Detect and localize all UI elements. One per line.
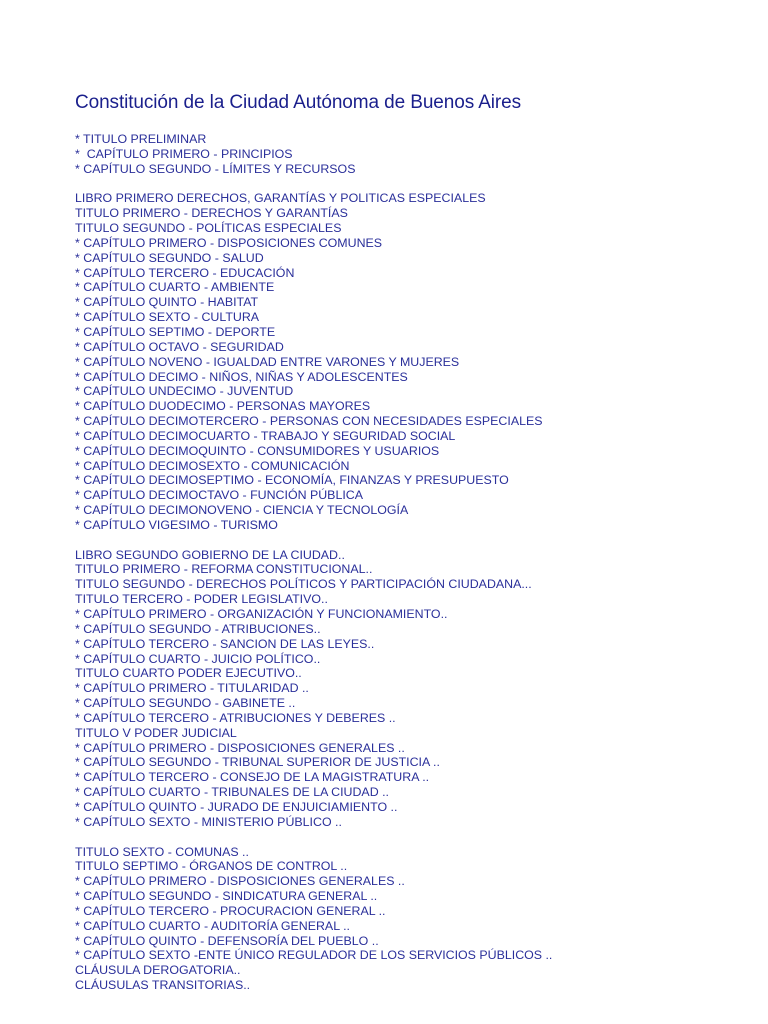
- toc-entry[interactable]: * CAPÍTULO VIGESIMO - TURISMO: [75, 517, 278, 532]
- toc-entry[interactable]: * CAPÍTULO CUARTO - AMBIENTE: [75, 280, 275, 295]
- toc-entry[interactable]: LIBRO SEGUNDO GOBIERNO DE LA CIUDAD..: [75, 547, 345, 562]
- toc-entry[interactable]: CLÁUSULAS TRANSITORIAS..: [75, 978, 251, 993]
- toc-entry[interactable]: * CAPÍTULO TERCERO - ATRIBUCIONES Y DEBERES ..: [75, 710, 396, 725]
- toc-entry[interactable]: * CAPÍTULO UNDECIMO - JUVENTUD: [75, 384, 294, 399]
- toc-entry[interactable]: * CAPÍTULO DECIMONOVENO - CIENCIA Y TECNOLOGÍA: [75, 503, 409, 518]
- toc-entry[interactable]: * CAPÍTULO TERCERO - EDUCACIÓN: [75, 265, 295, 280]
- toc-entry[interactable]: * CAPÍTULO DECIMOTERCERO - PERSONAS CON NECESIDADES ESPECIALES: [75, 414, 543, 429]
- toc-entry[interactable]: CLÁUSULA DEROGATORIA..: [75, 963, 241, 978]
- toc-entry[interactable]: * CAPÍTULO TERCERO - SANCION DE LAS LEYES..: [75, 636, 375, 651]
- toc-entry[interactable]: * CAPÍTULO QUINTO - DEFENSORÍA DEL PUEBLO ..: [75, 933, 379, 948]
- toc-entry[interactable]: TITULO SEXTO - COMUNAS ..: [75, 844, 249, 859]
- toc-entry[interactable]: * CAPÍTULO PRIMERO - DISPOSICIONES GENERALES ..: [75, 740, 405, 755]
- toc-entry[interactable]: * CAPÍTULO TERCERO - CONSEJO DE LA MAGISTRATURA ..: [75, 770, 430, 785]
- toc-entry[interactable]: LIBRO PRIMERO DERECHOS, GARANTÍAS Y POLITICAS ESPECIALES: [75, 191, 486, 206]
- toc-entry[interactable]: * CAPÍTULO SEXTO - MINISTERIO PÚBLICO ..: [75, 814, 342, 829]
- toc-entry[interactable]: * CAPÍTULO SEXTO -ENTE ÚNICO REGULADOR DE LOS SERVICIOS PÚBLICOS ..: [75, 948, 553, 963]
- document-page: [75, 88, 735, 1008]
- toc-entry[interactable]: * CAPÍTULO PRIMERO - DISPOSICIONES COMUNES: [75, 235, 383, 250]
- toc-entry[interactable]: TITULO PRIMERO - DERECHOS Y GARANTÍAS: [75, 206, 348, 221]
- toc-entry[interactable]: * CAPÍTULO PRIMERO - ORGANIZACIÓN Y FUNCIONAMIENTO..: [75, 607, 448, 621]
- toc-entry[interactable]: * CAPÍTULO SEXTO - CULTURA: [75, 310, 260, 325]
- toc-entry[interactable]: * CAPÍTULO QUINTO - HABITAT: [75, 295, 259, 310]
- toc-entry[interactable]: * CAPÍTULO DECIMOSEPTIMO - ECONOMÍA, FINANZAS Y PRESUPUESTO: [75, 473, 509, 488]
- toc-entry[interactable]: * CAPÍTULO SEGUNDO - GABINETE ..: [75, 696, 296, 711]
- toc-entry[interactable]: * CAPÍTULO SEGUNDO - ATRIBUCIONES..: [75, 621, 321, 636]
- toc-entry[interactable]: TITULO V PODER JUDICIAL: [75, 725, 237, 740]
- toc-entry[interactable]: * CAPÍTULO DECIMOCUARTO - TRABAJO Y SEGURIDAD SOCIAL: [75, 428, 456, 443]
- toc-entry[interactable]: * CAPÍTULO CUARTO - JUICIO POLÍTICO..: [75, 651, 321, 666]
- toc-section: [75, 845, 735, 993]
- toc-entry[interactable]: * CAPÍTULO DECIMO - NIÑOS, NIÑAS Y ADOLESCENTES: [75, 369, 408, 384]
- toc-entry[interactable]: * CAPÍTULO SEGUNDO - TRIBUNAL SUPERIOR DE JUSTICIA ..: [75, 755, 440, 770]
- toc-entry[interactable]: * CAPÍTULO PRIMERO - TITULARIDAD ..: [75, 681, 309, 696]
- toc-section: [75, 191, 735, 532]
- toc-entry[interactable]: * CAPÍTULO CUARTO - TRIBUNALES DE LA CIUDAD ..: [75, 785, 389, 800]
- toc-entry[interactable]: * CAPÍTULO TERCERO - PROCURACION GENERAL ..: [75, 903, 386, 918]
- toc-entry[interactable]: * CAPÍTULO PRIMERO - PRINCIPIOS: [75, 146, 293, 161]
- toc-section: [75, 132, 735, 177]
- document-title: Constitución de la Ciudad Autónoma de Buenos Aires: [75, 92, 522, 113]
- toc-section: [75, 548, 735, 830]
- toc-entry[interactable]: * CAPÍTULO SEPTIMO - DEPORTE: [75, 324, 276, 339]
- toc-entry[interactable]: * CAPÍTULO QUINTO - JURADO DE ENJUICIAMIENTO ..: [75, 799, 398, 814]
- toc-entry[interactable]: * CAPÍTULO SEGUNDO - SINDICATURA GENERAL ..: [75, 889, 378, 904]
- toc-entry[interactable]: * CAPÍTULO OCTAVO - SEGURIDAD: [75, 339, 284, 354]
- toc-entry[interactable]: TITULO SEPTIMO - ÓRGANOS DE CONTROL ..: [75, 859, 348, 874]
- toc-entry[interactable]: * CAPÍTULO NOVENO - IGUALDAD ENTRE VARONES Y MUJERES: [75, 354, 460, 369]
- toc-entry[interactable]: * CAPÍTULO DECIMOCTAVO - FUNCIÓN PÚBLICA: [75, 488, 363, 503]
- toc-entry[interactable]: TITULO PRIMERO - REFORMA CONSTITUCIONAL..: [75, 562, 373, 577]
- toc-entry[interactable]: * CAPÍTULO SEGUNDO - SALUD: [75, 250, 264, 265]
- toc-entry[interactable]: * CAPÍTULO SEGUNDO - LÍMITES Y RECURSOS: [75, 161, 356, 176]
- toc-entry[interactable]: TITULO TERCERO - PODER LEGISLATIVO..: [75, 592, 328, 607]
- toc-entry[interactable]: * CAPÍTULO CUARTO - AUDITORÍA GENERAL ..: [75, 918, 350, 933]
- toc-entry[interactable]: * TITULO PRELIMINAR: [75, 132, 207, 146]
- toc-entry[interactable]: TITULO CUARTO PODER EJECUTIVO..: [75, 666, 302, 681]
- toc-entry[interactable]: * CAPÍTULO DECIMOSEXTO - COMUNICACIÓN: [75, 458, 350, 473]
- table-of-contents: [75, 132, 735, 993]
- toc-entry[interactable]: TITULO SEGUNDO - POLÍTICAS ESPECIALES: [75, 221, 342, 236]
- toc-entry[interactable]: * CAPÍTULO DUODECIMO - PERSONAS MAYORES: [75, 399, 371, 414]
- toc-entry[interactable]: * CAPÍTULO DECIMOQUINTO - CONSUMIDORES Y USUARIOS: [75, 443, 440, 458]
- toc-entry[interactable]: TITULO SEGUNDO - DERECHOS POLÍTICOS Y PARTICIPACIÓN CIUDADANA...: [75, 577, 532, 592]
- toc-entry[interactable]: * CAPÍTULO PRIMERO - DISPOSICIONES GENERALES ..: [75, 874, 405, 889]
